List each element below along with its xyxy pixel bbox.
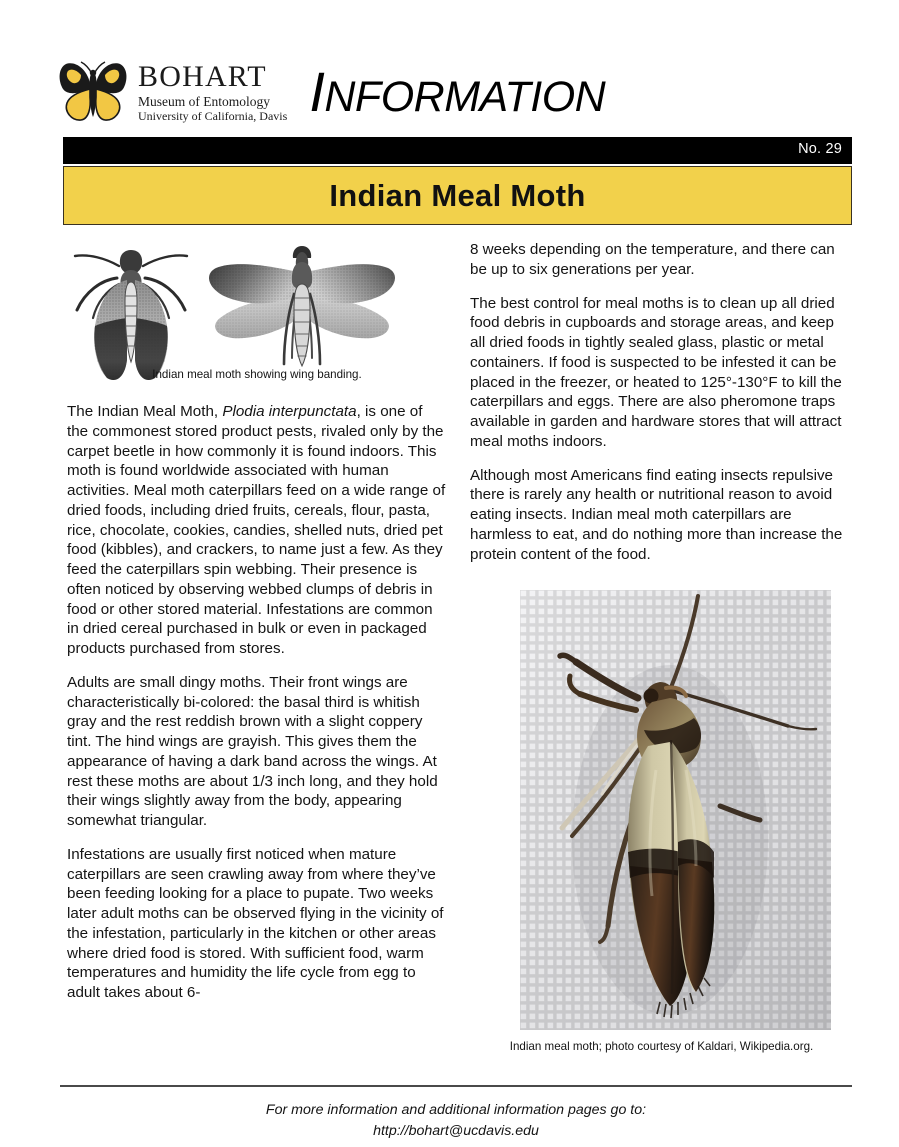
moth-at-rest-engraving [67,240,195,386]
footer-divider [60,1085,852,1087]
footer-line-1: For more information and additional information pages go to: [265,1102,647,1118]
right-paragraph-3: Although most Americans find eating insects repulsive there is rarely any health or nutritional reason to avoid eating insects. Indian meal moth caterpillars are harmless to eat, and do nothing more than increase the protein content of the food. [470,466,843,563]
right-paragraph-2: The best control for meal moths is to clean up all dried food debris in cupboards and storage areas, and keep all dried foods in tightly sealed glass, plastic or metal containers. If food is suspected to be infested it can be placed in the freezer, or heated to 125°-130°F to kill the caterpillars and eggs. There are also pheromone traps available in garden and hardware stores that will attract meal moths indoors. [470,294,842,450]
indian-meal-moth-photo [520,590,831,1030]
kicker-drop-cap: I [309,60,325,123]
bohart-museum-logo [56,59,287,125]
photo-caption: Indian meal moth; photo courtesy of Kaldari, Wikipedia.org. [509,1040,814,1053]
moth-spread-wings-engraving [202,238,402,378]
scientific-name: Plodia interpunctata [222,403,357,420]
footer [60,1100,852,1141]
left-column [67,238,447,1003]
org-affiliation: University of California, Davis [138,109,288,124]
left-paragraph-1 [67,402,447,659]
p1-trailing-text: , is one of the commonest stored product pests, rivaled only by the carpet beetle in how commonly it is found indoors. This moth is found worldwide associated with human activities. Meal moth caterpillars feed on a wide range of dried foods, including dried fruits, cereals, flour, pasta, rice, chocolate, cookies, candies, shelled nuts, dried pet food (kibbles), and crackers, to name just a few. As they feed the caterpillars spin webbing. Their presence is often noticed by observing webbed clumps of debris in food or other stored material. Infestations are common in dried cereal purchased in bulk or even in packaged products purchased from stores. [67,403,446,657]
masthead [56,50,856,134]
left-paragraph-2: Adults are small dingy moths. Their front wings are characteristically bi-colored: the basal third is whitish gray and the rest reddish brown with a slight coppery tint. The hind wings are grayish. This gives them the appearance of having a dark band across the wings. At rest these moths are about 1/3 inch long, and they hold their wings slightly away from the body, appearing somewhat triangular. [67,673,438,829]
logo-wordmark [138,59,288,124]
right-paragraph-1: 8 weeks depending on the temperature, and there can be up to six generations per year. [470,241,835,278]
kicker-rest: NFORMATION [324,73,606,121]
engraving-caption: Indian meal moth showing wing banding. [152,368,362,381]
org-name: BOHART [138,59,267,93]
information-kicker [309,60,606,123]
engraving-figure-group [67,238,447,386]
page-title: Indian Meal Moth [329,177,586,213]
org-subtitle: Museum of Entomology [138,93,270,109]
p1-lead-text: The Indian Meal Moth, [67,403,223,420]
left-paragraph-3: Infestations are usually first noticed when mature caterpillars are seen crawling away from where they’ve been feeding looking for a place to pupate. Two weeks later adult moths can be observed flying in the vicinity of the infestation, particularly in the kitchen or other areas where dried food is stored. With sufficient food, warm temperatures and humidity the life cycle from egg to adult takes about 6- [67,845,444,1001]
butterfly-logo-icon [56,59,130,125]
right-column [470,240,853,564]
footer-url[interactable]: http://bohart@ucdavis.edu [373,1122,539,1139]
issue-number-bar [63,137,852,164]
title-banner [63,166,852,225]
issue-number-label: No. 29 [798,141,842,157]
